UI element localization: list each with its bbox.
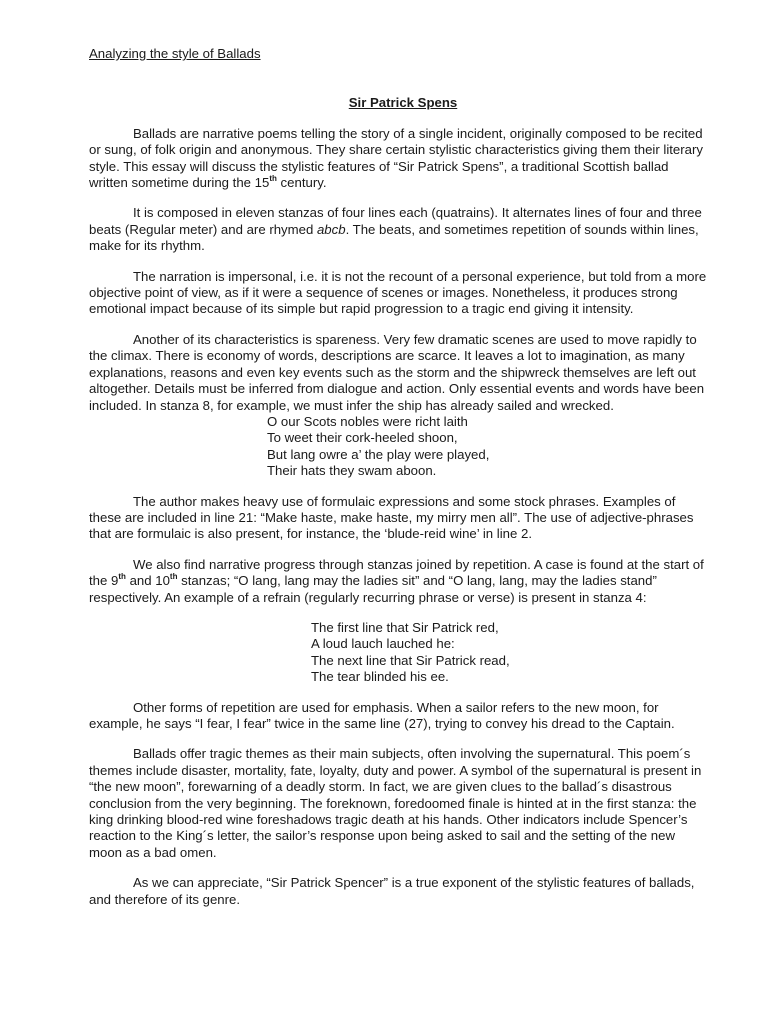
text-fragment: beats (Regular meter) and are rhymed (89, 221, 317, 237)
verse-line: But lang owre a’ the play were played, (267, 446, 490, 462)
text-fragment: written sometime during the 15 (89, 175, 270, 191)
text-line: Ballads offer tragic themes as their main subjects, often involving the supernatural. This poem´s (133, 746, 691, 762)
quoted-stanza-4 (89, 620, 717, 686)
verse-line: The first line that Sir Patrick red, (311, 619, 499, 635)
text-line: king drinking blood-red wine foreshadows tragic death at his hands. Other indicators include Spencer’s (89, 812, 688, 828)
text-line: altogether. Details must be inferred from dialogue and action. Only essential events and words have been (89, 381, 705, 397)
quoted-stanza-8 (89, 414, 717, 480)
verse-line: The tear blinded his ee. (311, 669, 449, 685)
text-line: Ballads are narrative poems telling the story of a single incident, originally composed to be recited (133, 125, 703, 141)
paragraph-intro (89, 126, 717, 192)
document-heading: Analyzing the style of Ballads (89, 46, 261, 61)
text-line: emotional impact because of its simple but rapid progression to a tragic end giving it intensity. (89, 301, 634, 317)
text-line: The author makes heavy use of formulaic expressions and some stock phrases. Examples of (133, 493, 676, 509)
text-line: example, he says “I fear, I fear” twice in the same line (27), trying to convey his dread to the Captain. (89, 716, 675, 731)
ordinal-suffix: th (169, 571, 178, 581)
text-line: reaction to the King´s letter, the sailor’s response upon being asked to sail and the setting of the new (89, 828, 675, 844)
text-line: Other forms of repetition are used for emphasis. When a sailor refers to the new moon, for (133, 699, 659, 715)
text-fragment: century. (276, 175, 327, 191)
ordinal-suffix: th (269, 173, 277, 183)
text-line: The narration is impersonal, i.e. it is not the recount of a personal experience, but told from a more (133, 268, 707, 284)
text-fragment: stanzas; “O lang, lang may the ladies sit” and “O lang, lang, may the ladies stand” (177, 573, 657, 589)
text-line: Another of its characteristics is spareness. Very few dramatic scenes are used to move rapidly to (133, 331, 697, 347)
paragraph-repetition (89, 557, 717, 606)
text-line: these are included in line 21: “Make haste, make haste, my mirry men all”. The use of adjective-phrases (89, 509, 694, 525)
text-line: We also find narrative progress through stanzas joined by repetition. A case is found at the start of (133, 556, 704, 572)
text-line (89, 222, 717, 238)
paragraph-themes (89, 746, 717, 861)
verse-line: Their hats they swam aboon. (267, 463, 437, 479)
text-line: included. In stanza 8, for example, we must infer the ship has already sailed and wrecked. (89, 397, 614, 413)
text-line: objective point of view, as if it were a sequence of scenes or images. Nonetheless, it produces strong (89, 285, 678, 301)
text-line (89, 175, 717, 191)
text-fragment: the 9 (89, 573, 119, 589)
paragraph-emphasis (89, 700, 717, 733)
text-line: respectively. An example of a refrain (regularly recurring phrase or verse) is present in stanza 4: (89, 589, 647, 605)
paragraph-formulaic (89, 494, 717, 543)
text-line: style. This essay will discuss the stylistic features of “Sir Patrick Spens”, a traditional Scottish ballad (89, 158, 669, 174)
text-line: the climax. There is economy of words, descriptions are scarce. It leaves a lot to imagination, as many (89, 348, 685, 364)
text-line: that are formulaic is also present, for instance, the ‘blude-reid wine’ in line 2. (89, 526, 532, 542)
text-line: It is composed in eleven stanzas of four lines each (quatrains). It alternates lines of four and three (133, 205, 702, 221)
text-fragment: and 10 (125, 573, 170, 589)
document-page (89, 46, 717, 908)
text-line: “the new moon”, forewarning of a deadly storm. In fact, we are given clues to the ballad´s disastrous (89, 779, 672, 795)
paragraph-meter (89, 205, 717, 254)
text-line: make for its rhythm. (89, 238, 205, 254)
text-fragment: . The beats, and sometimes repetition of sounds within lines, (345, 221, 699, 237)
verse-line: A loud lauch lauched he: (311, 636, 455, 652)
text-line: explanations, reasons and even key events such as the storm and the shipwreck themselves are left out (89, 364, 696, 380)
text-line: conclusion from the very beginning. The foreknown, foredoomed finale is hinted at in the first stanza: the (89, 795, 697, 811)
ordinal-suffix: th (118, 571, 126, 581)
paragraph-narration (89, 269, 717, 318)
text-line: themes include disaster, mortality, fate, loyalty, duty and power. A symbol of the supernatural is present in (89, 762, 702, 778)
verse-line: The next line that Sir Patrick read, (311, 652, 510, 668)
document-title: Sir Patrick Spens (348, 95, 458, 111)
text-line: or sung, of folk origin and anonymous. They share certain stylistic characteristics giving them their literary (89, 142, 703, 158)
text-line: moon as a bad omen. (89, 844, 217, 860)
text-line: As we can appreciate, “Sir Patrick Spencer” is a true exponent of the stylistic features of ballads, (133, 875, 695, 891)
verse-line: O our Scots nobles were richt laith (267, 413, 468, 429)
text-line: and therefore of its genre. (89, 891, 241, 907)
text-line (89, 573, 717, 589)
paragraph-conclusion (89, 875, 717, 908)
verse-line: To weet their cork-heeled shoon, (267, 430, 458, 446)
rhyme-scheme: abcb (316, 221, 346, 237)
paragraph-spareness (89, 332, 717, 414)
